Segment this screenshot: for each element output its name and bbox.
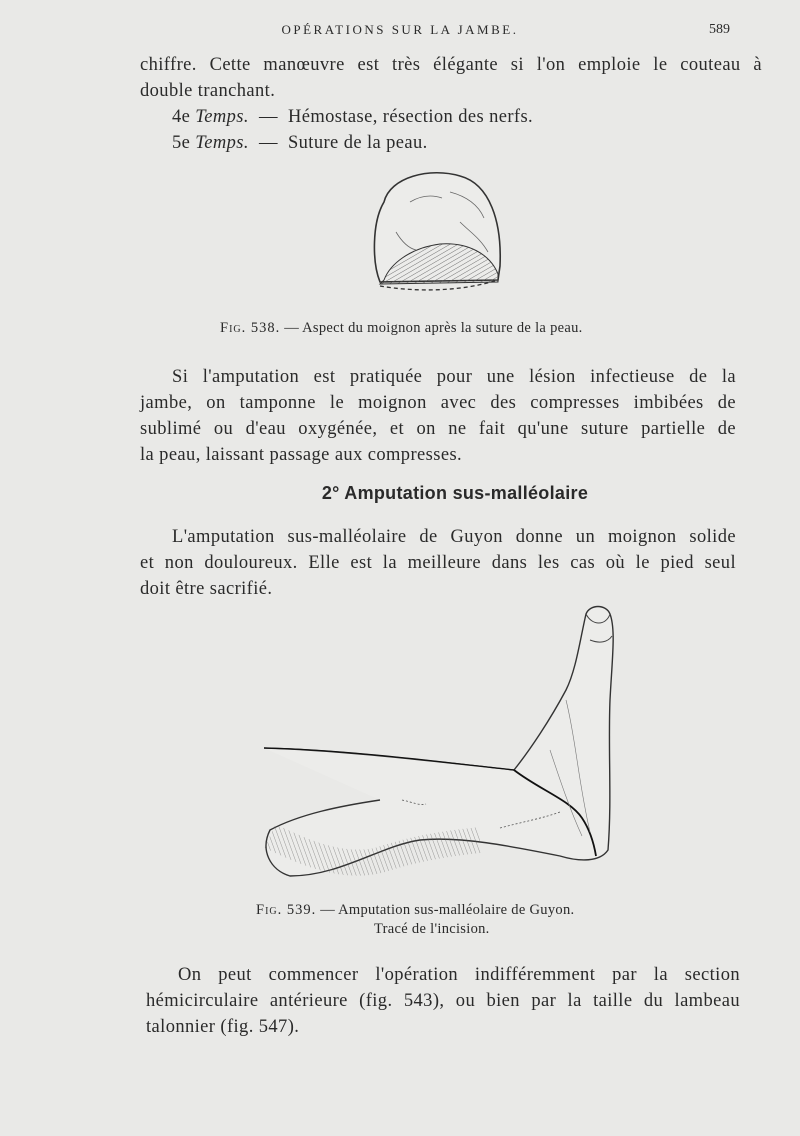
figure-539-caption-text: — Amputation sus-malléolaire de Guyon. xyxy=(320,902,575,918)
foot-illustration xyxy=(260,600,640,890)
step-text: Suture de la peau. xyxy=(287,133,428,153)
paragraph-1-line-3: sublimé ou d'eau oxygénée, et on ne fait qu'une suture partielle de xyxy=(140,419,736,439)
paragraph-2-line-1: L'amputation sus-malléolaire de Guyon donne un moignon solide xyxy=(172,527,736,547)
figure-539-caption-line-2: Tracé de l'incision. xyxy=(374,921,490,937)
step-dash: — xyxy=(259,133,278,153)
paragraph-2 xyxy=(140,524,736,602)
paragraph-3-line-1: On peut commencer l'opération indifféremment par la section xyxy=(178,965,740,985)
step-dash: — xyxy=(259,107,278,127)
paragraph-1 xyxy=(140,364,736,468)
intro-text xyxy=(140,52,762,104)
step-label: Temps. xyxy=(195,107,249,127)
step-label: Temps. xyxy=(195,133,249,153)
paragraph-1-line-4: la peau, laissant passage aux compresses. xyxy=(140,445,463,465)
intro-line-1: chiffre. Cette manœuvre est très élégante si l'on emploie le couteau à xyxy=(140,55,762,75)
step-item-4 xyxy=(172,104,772,130)
step-list xyxy=(172,104,772,156)
figure-539-caption-line-1 xyxy=(256,902,676,919)
figure-538-caption xyxy=(220,320,780,337)
stump-illustration xyxy=(360,162,520,302)
step-number: 5e xyxy=(172,133,191,153)
figure-538-caption-text: — Aspect du moignon après la suture de la peau. xyxy=(284,320,583,336)
paragraph-3-line-3: talonnier (fig. 547). xyxy=(146,1017,300,1037)
paragraph-1-line-1: Si l'amputation est pratiquée pour une lésion infectieuse de la xyxy=(172,367,736,387)
step-item-5 xyxy=(172,130,772,156)
figure-539-label: Fig. 539. xyxy=(256,902,317,918)
intro-line-2: double tranchant. xyxy=(140,81,276,101)
page-number: 589 xyxy=(709,22,730,37)
paragraph-2-line-3: doit être sacrifié. xyxy=(140,579,273,599)
paragraph-1-line-2: jambe, on tamponne le moignon avec des compresses imbibées de xyxy=(140,393,736,413)
step-text: Hémostase, résection des nerfs. xyxy=(287,107,534,127)
paragraph-2-line-2: et non douloureux. Elle est la meilleure dans les cas où le pied seul xyxy=(140,553,736,573)
paragraph-3 xyxy=(146,962,740,1040)
step-number: 4e xyxy=(172,107,191,127)
running-title: OPÉRATIONS SUR LA JAMBE. xyxy=(281,22,519,37)
figure-538-label: Fig. 538. xyxy=(220,320,281,336)
figure-539-caption xyxy=(256,902,676,938)
running-header xyxy=(0,20,800,44)
paragraph-3-line-2: hémicirculaire antérieure (fig. 543), ou bien par la taille du lambeau xyxy=(146,991,740,1011)
section-heading: 2° Amputation sus-malléolaire xyxy=(321,483,589,503)
